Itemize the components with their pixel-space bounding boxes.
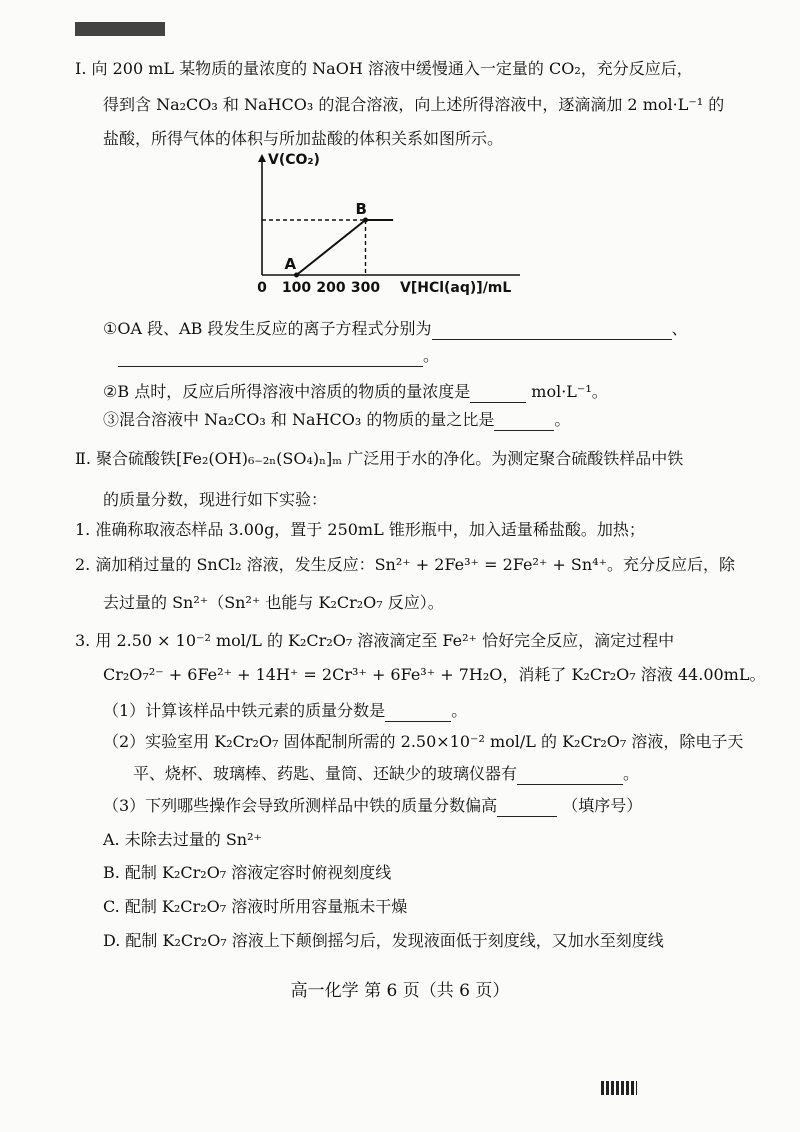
part1-line2: 得到含 Na₂CO₃ 和 NaHCO₃ 的混合溶液，向上述所得溶液中，逐滴滴加 2 mol·L⁻¹ 的 — [103, 95, 725, 114]
question2-text: ②B 点时，反应后所得溶液中溶质的物质的量浓度是 — [103, 382, 471, 401]
step1: 1. 准确称取液态样品 3.00g，置于 250mL 锥形瓶中，加入适量稀盐酸。加热； — [75, 520, 645, 539]
option-b: B. 配制 K₂Cr₂O₇ 溶液定容时俯视刻度线 — [103, 863, 392, 882]
subq1-text: （1）计算该样品中铁元素的质量分数是 — [103, 701, 386, 720]
step2-line1: 2. 滴加稍过量的 SnCl₂ 溶液，发生反应：Sn²⁺ + 2Fe³⁺ = 2Fe²⁺ + Sn⁴⁺。充分反应后，除 — [75, 555, 736, 574]
question3 — [103, 409, 570, 431]
step3-line2: Cr₂O₇²⁻ + 6Fe²⁺ + 14H⁺ = 2Cr³⁺ + 6Fe³⁺ + 7H₂O，消耗了 K₂Cr₂O₇ 溶液 44.00mL。 — [103, 665, 766, 684]
subq2-line1: （2）实验室用 K₂Cr₂O₇ 固体配制所需的 2.50×10⁻² mol/L 的 K₂Cr₂O₇ 溶液，除电子天 — [103, 732, 744, 751]
step3-line1: 3. 用 2.50 × 10⁻² mol/L 的 K₂Cr₂O₇ 溶液滴定至 Fe²⁺ 恰好完全反应，滴定过程中 — [75, 631, 675, 650]
question2-unit: mol·L⁻¹。 — [531, 382, 608, 401]
point-label-b: B — [355, 200, 367, 218]
x-tick-label: 100 — [281, 280, 312, 296]
subq3-hint: （填序号） — [562, 796, 643, 815]
option-c: C. 配制 K₂Cr₂O₇ 溶液时所用容量瓶未干燥 — [103, 897, 408, 916]
subq3 — [103, 795, 642, 817]
question2 — [103, 381, 608, 403]
y-axis-label: V(CO₂) — [268, 152, 320, 168]
part1-line1: Ⅰ. 向 200 mL 某物质的量浓度的 NaOH 溶液中缓慢通入一定量的 CO₂，充分反应后， — [75, 59, 693, 78]
question1-cont — [118, 345, 439, 367]
point-a — [294, 273, 299, 278]
subq1-end: 。 — [451, 701, 468, 720]
part1-line3: 盐酸，所得气体的体积与所加盐酸的体积关系如图所示。 — [103, 129, 504, 148]
part2-intro2: 的质量分数，现进行如下实验： — [103, 490, 328, 509]
answer-blank[interactable] — [494, 412, 554, 431]
x-axis-label: V[HCl(aq)]/mL — [400, 280, 512, 296]
question1 — [103, 318, 688, 340]
x-tick-label: 300 — [350, 280, 381, 296]
x-tick-label: 0 — [257, 280, 267, 296]
x-tick-label: 200 — [316, 280, 346, 296]
series-line — [297, 220, 394, 275]
point-b — [363, 218, 368, 223]
answer-blank[interactable] — [470, 384, 526, 403]
answer-blank[interactable] — [497, 798, 557, 817]
y-axis-arrow — [258, 154, 266, 162]
subq3-text: （3）下列哪些操作会导致所测样品中铁的质量分数偏高 — [103, 796, 498, 815]
answer-blank[interactable] — [385, 703, 451, 722]
header-mark — [75, 22, 165, 36]
question3-end: 。 — [554, 410, 571, 429]
part2-intro1: Ⅱ. 聚合硫酸铁[Fe₂(OH)₆₋₂ₙ(SO₄)ₙ]ₘ 广泛用于水的净化。为测定聚合硫酸铁样品中铁 — [75, 449, 684, 468]
question3-text: ③混合溶液中 Na₂CO₃ 和 NaHCO₃ 的物质的量之比是 — [103, 410, 495, 429]
answer-blank[interactable] — [432, 321, 672, 340]
step2-line2: 去过量的 Sn²⁺（Sn²⁺ 也能与 K₂Cr₂O₇ 反应）。 — [103, 593, 444, 612]
question1-end: 。 — [423, 346, 440, 365]
option-d: D. 配制 K₂Cr₂O₇ 溶液上下颠倒摇匀后，发现液面低于刻度线，又加水至刻度线 — [103, 931, 664, 950]
point-label-a: A — [284, 255, 297, 273]
option-a: A. 未除去过量的 Sn²⁺ — [103, 830, 262, 849]
subq1 — [103, 700, 467, 722]
subq2-end: 。 — [623, 764, 640, 783]
co2-volume-chart — [240, 150, 530, 300]
question1-text: ①OA 段、AB 段发生反应的离子方程式分别为 — [103, 319, 432, 338]
answer-blank[interactable] — [517, 766, 623, 785]
question1-separator: 、 — [671, 319, 688, 338]
subq2-text: 平、烧杯、玻璃棒、药匙、量筒、还缺少的玻璃仪器有 — [133, 764, 518, 783]
subq2-line2 — [133, 763, 639, 785]
answer-blank[interactable] — [118, 348, 423, 367]
page-footer: 高一化学 第 6 页（共 6 页） — [290, 981, 510, 1001]
qr-code-icon — [601, 1081, 637, 1095]
